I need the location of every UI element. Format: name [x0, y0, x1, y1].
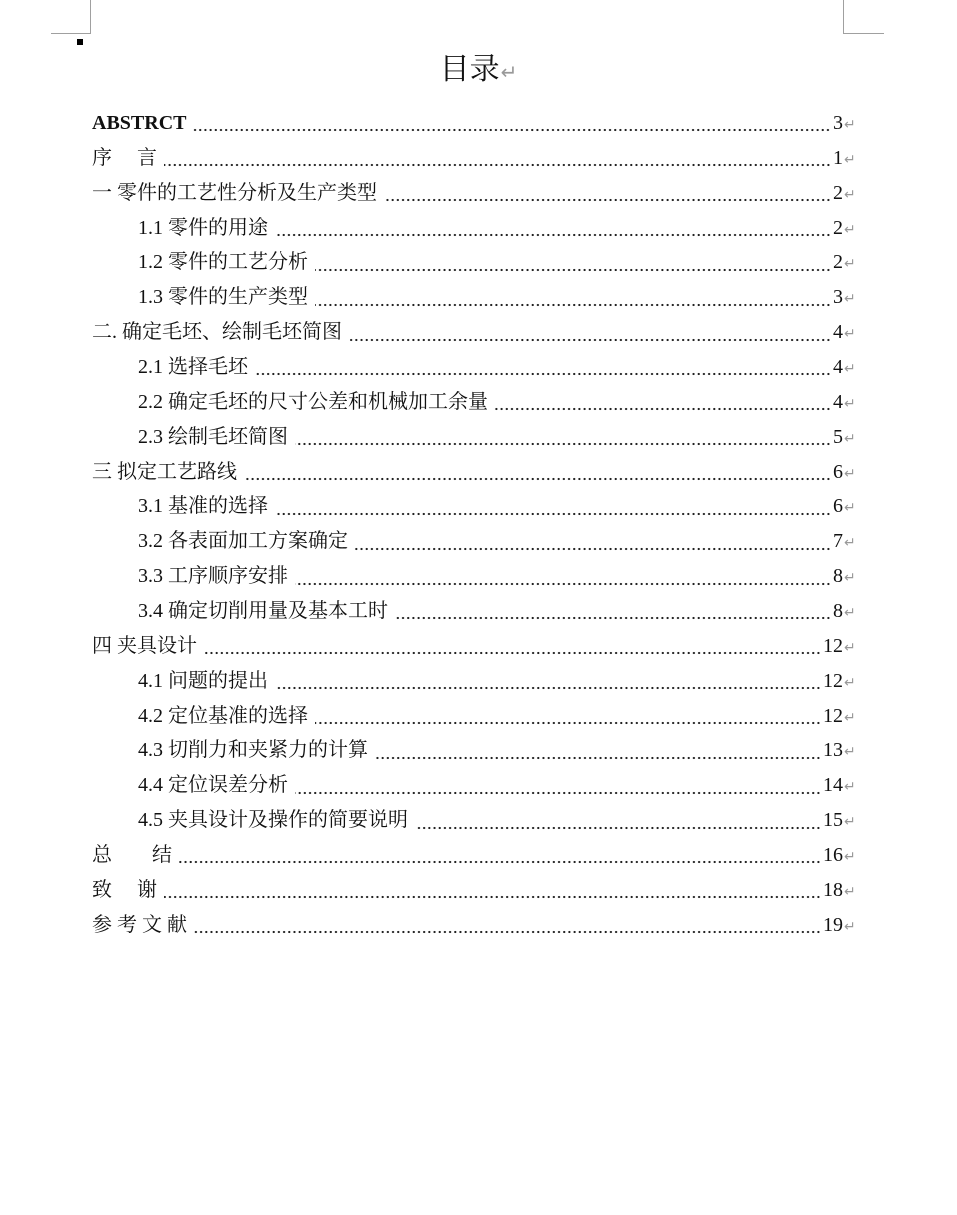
toc-entry-label: 1.2 零件的工艺分析 — [138, 251, 308, 274]
toc-entry-3-2[interactable] — [92, 524, 860, 559]
dot-leader — [275, 511, 831, 517]
toc-entry-label: ABSTRCT — [92, 112, 187, 134]
paragraph-mark-icon: ↵ — [844, 535, 856, 552]
paragraph-mark-icon: ↵ — [844, 291, 856, 308]
toc-entry-page: 12 — [823, 669, 843, 692]
toc-entry-page: 2 — [833, 181, 843, 204]
dot-leader — [315, 720, 821, 726]
toc-entry-label: 参 考 文 献 — [92, 913, 187, 936]
toc-entry-page: 7 — [833, 530, 843, 553]
toc-entry-label: 2.2 确定毛坯的尺寸公差和机械加工余量 — [138, 390, 488, 413]
dot-leader — [295, 790, 821, 796]
toc-entry-4-1[interactable] — [92, 664, 860, 699]
toc-entry-summary[interactable] — [92, 838, 860, 873]
toc-entry-2-1[interactable] — [92, 350, 860, 385]
toc-title — [0, 50, 957, 92]
paragraph-mark-icon: ↵ — [500, 60, 518, 84]
anchor-marker-icon — [77, 39, 83, 45]
toc-entry-references[interactable] — [92, 908, 860, 943]
toc-title-text: 目录 — [439, 53, 500, 86]
toc-entry-2-2[interactable] — [92, 385, 860, 420]
paragraph-mark-icon: ↵ — [844, 500, 856, 517]
toc-entry-label: 致 谢 — [92, 878, 157, 901]
toc-entry-1-3[interactable] — [92, 280, 860, 315]
toc-entry-label: 4.1 问题的提出 — [138, 669, 268, 692]
toc-entry-page: 16 — [823, 844, 843, 867]
dot-leader — [315, 267, 831, 273]
toc-entry-4-5[interactable] — [92, 803, 860, 838]
table-of-contents — [92, 106, 860, 943]
toc-entry-page: 8 — [833, 600, 843, 623]
toc-entry-chapter-2[interactable] — [92, 315, 860, 350]
toc-entry-page: 1 — [833, 146, 843, 169]
toc-entry-page: 15 — [823, 809, 843, 832]
paragraph-mark-icon: ↵ — [844, 117, 856, 133]
paragraph-mark-icon: ↵ — [844, 674, 856, 691]
dot-leader — [275, 232, 831, 238]
dot-leader — [295, 581, 831, 587]
toc-entry-label: 三 拟定工艺路线 — [92, 460, 237, 483]
toc-entry-page: 3 — [833, 112, 843, 134]
paragraph-mark-icon: ↵ — [844, 779, 856, 796]
toc-entry-label: 2.3 绘制毛坯简图 — [138, 425, 288, 448]
toc-entry-page: 12 — [823, 704, 843, 727]
toc-entry-label: 1.1 零件的用途 — [138, 216, 268, 239]
toc-entry-4-2[interactable] — [92, 699, 860, 734]
paragraph-mark-icon: ↵ — [844, 849, 856, 866]
toc-entry-page: 19 — [823, 913, 843, 936]
toc-entry-preface[interactable] — [92, 141, 860, 176]
paragraph-mark-icon: ↵ — [844, 883, 856, 900]
paragraph-mark-icon: ↵ — [844, 221, 856, 238]
toc-entry-label: 3.2 各表面加工方案确定 — [138, 530, 348, 553]
toc-entry-chapter-3[interactable] — [92, 455, 860, 490]
dot-leader — [315, 302, 831, 308]
dot-leader — [495, 406, 831, 412]
dot-leader — [355, 546, 831, 552]
toc-entry-chapter-1[interactable] — [92, 176, 860, 211]
dot-leader — [179, 859, 821, 865]
dot-leader — [204, 650, 821, 656]
toc-entry-label: 序 言 — [92, 146, 157, 169]
dot-leader — [164, 162, 831, 168]
paragraph-mark-icon: ↵ — [844, 326, 856, 343]
toc-entry-page: 13 — [823, 739, 843, 762]
paragraph-mark-icon: ↵ — [844, 256, 856, 273]
toc-entry-abstract[interactable] — [92, 106, 860, 141]
toc-entry-label: 4.5 夹具设计及操作的简要说明 — [138, 809, 408, 832]
toc-entry-label: 3.4 确定切削用量及基本工时 — [138, 600, 388, 623]
paragraph-mark-icon: ↵ — [844, 918, 856, 935]
dot-leader — [164, 894, 821, 900]
dot-leader — [193, 127, 831, 133]
toc-entry-label: 4.2 定位基准的选择 — [138, 704, 308, 727]
toc-entry-label: 二. 确定毛坯、绘制毛坯简图 — [92, 321, 342, 344]
paragraph-mark-icon: ↵ — [844, 605, 856, 622]
toc-entry-page: 4 — [833, 356, 843, 379]
toc-entry-label: 4.3 切削力和夹紧力的计算 — [138, 739, 368, 762]
toc-entry-label: 3.1 基准的选择 — [138, 495, 268, 518]
paragraph-mark-icon: ↵ — [844, 639, 856, 656]
dot-leader — [415, 825, 821, 831]
toc-entry-4-3[interactable] — [92, 733, 860, 768]
toc-entry-label: 4.4 定位误差分析 — [138, 774, 288, 797]
margin-corner-top-left — [51, 0, 91, 34]
toc-entry-chapter-4[interactable] — [92, 629, 860, 664]
paragraph-mark-icon: ↵ — [844, 151, 856, 168]
toc-entry-page: 6 — [833, 495, 843, 518]
toc-entry-page: 8 — [833, 565, 843, 588]
paragraph-mark-icon: ↵ — [844, 570, 856, 587]
toc-entry-page: 2 — [833, 251, 843, 274]
margin-corner-top-right — [843, 0, 884, 34]
dot-leader — [384, 197, 831, 203]
toc-entry-label: 四 夹具设计 — [92, 634, 197, 657]
paragraph-mark-icon: ↵ — [844, 465, 856, 482]
paragraph-mark-icon: ↵ — [844, 186, 856, 203]
dot-leader — [255, 371, 831, 377]
paragraph-mark-icon: ↵ — [844, 709, 856, 726]
toc-entry-1-1[interactable] — [92, 211, 860, 246]
toc-entry-3-4[interactable] — [92, 594, 860, 629]
paragraph-mark-icon: ↵ — [844, 744, 856, 761]
dot-leader — [244, 476, 831, 482]
toc-entry-label: 1.3 零件的生产类型 — [138, 286, 308, 309]
paragraph-mark-icon: ↵ — [844, 430, 856, 447]
dot-leader — [295, 441, 831, 447]
toc-entry-page: 14 — [823, 774, 843, 797]
toc-entry-3-1[interactable] — [92, 489, 860, 524]
toc-entry-4-4[interactable] — [92, 768, 860, 803]
toc-entry-label: 一 零件的工艺性分析及生产类型 — [92, 181, 377, 204]
paragraph-mark-icon: ↵ — [844, 361, 856, 378]
toc-entry-3-3[interactable] — [92, 559, 860, 594]
toc-entry-page: 4 — [833, 390, 843, 413]
dot-leader — [275, 685, 821, 691]
toc-entry-page: 12 — [823, 634, 843, 657]
toc-entry-1-2[interactable] — [92, 245, 860, 280]
paragraph-mark-icon: ↵ — [844, 395, 856, 412]
toc-entry-label: 3.3 工序顺序安排 — [138, 565, 288, 588]
dot-leader — [194, 929, 821, 935]
toc-entry-page: 18 — [823, 878, 843, 901]
toc-entry-page: 4 — [833, 321, 843, 344]
paragraph-mark-icon: ↵ — [844, 814, 856, 831]
dot-leader — [375, 755, 821, 761]
toc-entry-label: 总 结 — [92, 844, 172, 867]
toc-entry-page: 3 — [833, 286, 843, 309]
toc-entry-label: 2.1 选择毛坯 — [138, 356, 248, 379]
toc-entry-2-3[interactable] — [92, 420, 860, 455]
dot-leader — [395, 615, 831, 621]
toc-entry-page: 2 — [833, 216, 843, 239]
dot-leader — [349, 337, 831, 343]
toc-entry-acknowledgements[interactable] — [92, 873, 860, 908]
toc-entry-page: 6 — [833, 460, 843, 483]
toc-entry-page: 5 — [833, 425, 843, 448]
